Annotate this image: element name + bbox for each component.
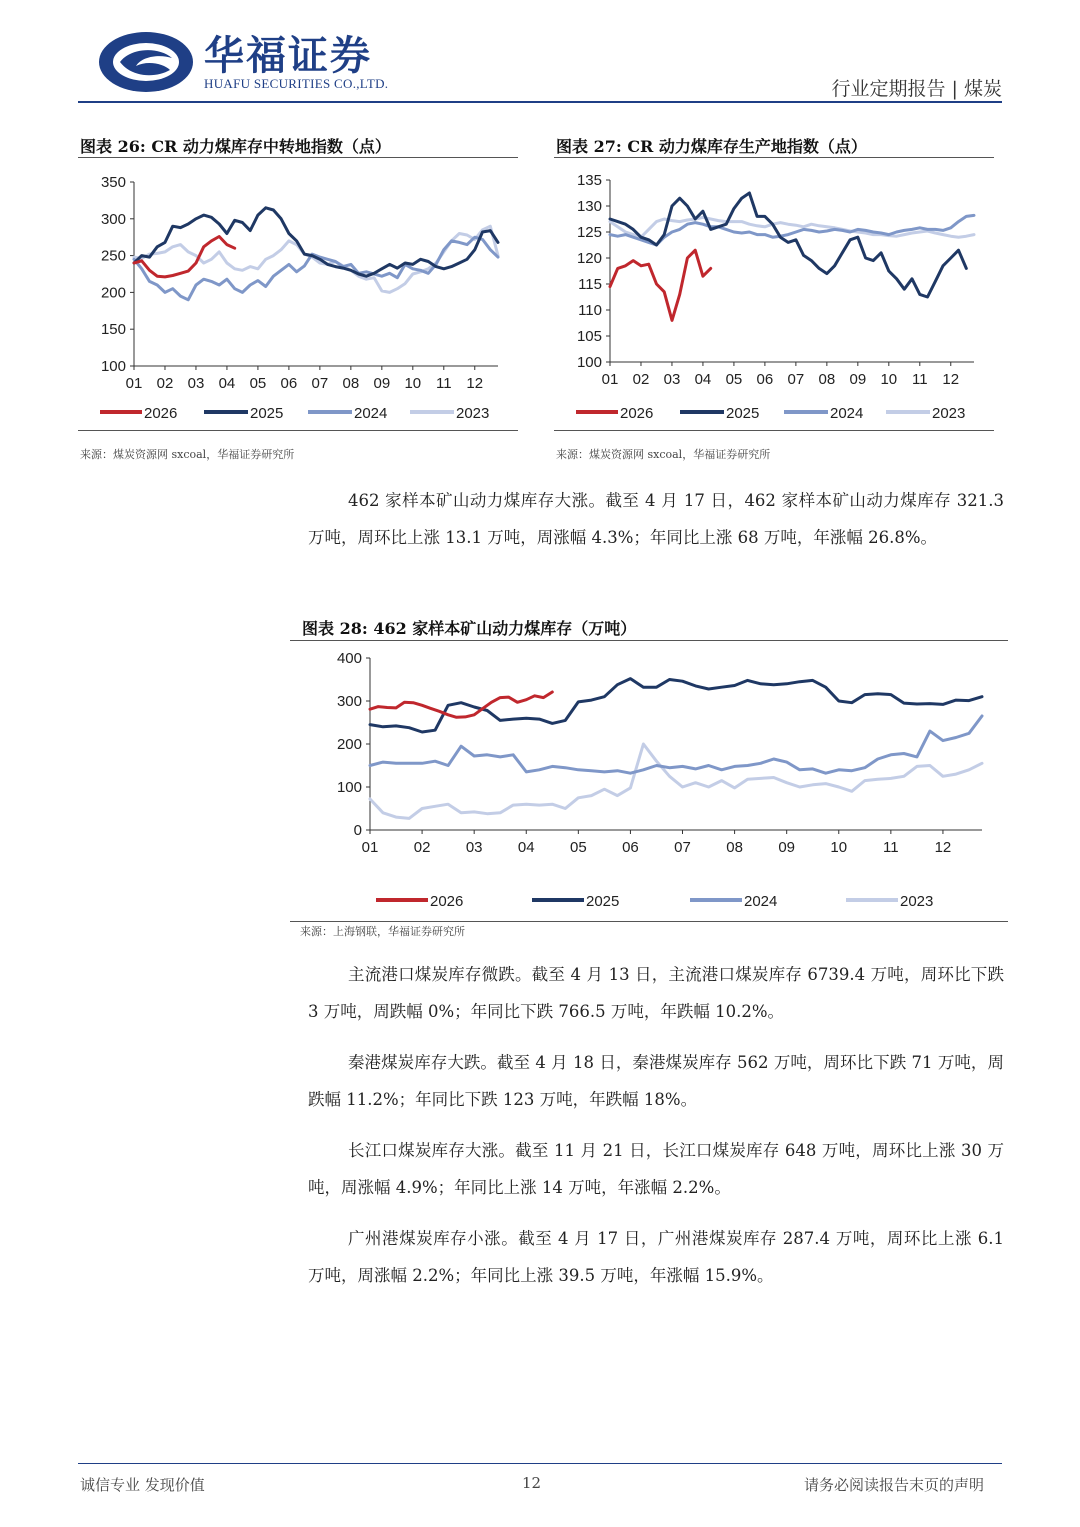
chart-bottom-divider bbox=[290, 921, 1008, 922]
x-tick-label: 08 bbox=[342, 375, 360, 392]
y-tick-label: 300 bbox=[100, 210, 126, 228]
chart-title-divider bbox=[78, 157, 518, 158]
x-tick-label: 08 bbox=[726, 839, 743, 856]
x-tick-label: 05 bbox=[249, 375, 267, 392]
chart-source: 来源：煤炭资源网 sxcoal，华福证券研究所 bbox=[556, 448, 771, 461]
y-tick-label: 100 bbox=[100, 358, 126, 375]
y-tick-label: 100 bbox=[336, 779, 362, 796]
x-tick-label: 06 bbox=[756, 371, 774, 388]
legend-label: 2026 bbox=[144, 405, 178, 422]
chart-cr-transit-index bbox=[78, 162, 518, 432]
legend-label: 2023 bbox=[932, 405, 966, 422]
series-line-2026 bbox=[610, 250, 711, 320]
y-tick-label: 115 bbox=[578, 276, 602, 293]
legend-label: 2025 bbox=[586, 893, 620, 910]
footer-disclaimer: 请务必阅读报告末页的声明 bbox=[803, 1476, 984, 1494]
x-tick-label: 11 bbox=[435, 375, 452, 392]
logo-emblem-icon bbox=[96, 28, 196, 96]
report-type-label: 行业定期报告 | 煤炭 bbox=[831, 78, 1002, 100]
x-tick-label: 02 bbox=[413, 839, 431, 856]
y-tick-label: 300 bbox=[336, 693, 362, 710]
x-tick-label: 06 bbox=[280, 375, 298, 392]
series-line-2024 bbox=[370, 716, 982, 773]
x-tick-label: 05 bbox=[725, 371, 743, 388]
legend-label: 2024 bbox=[830, 405, 864, 422]
footer-slogan: 诚信专业 发现价值 bbox=[80, 1476, 205, 1494]
paragraph-yangtze-port: 长江口煤炭库存大涨。截至 11 月 21 日，长江口煤炭库存 648 万吨，周环比上涨 30 万吨，周涨幅 4.9%；年同比上涨 14 万吨，年涨幅 2.2%。 bbox=[308, 1141, 1004, 1197]
paragraph-guangzhou-port: 广州港煤炭库存小涨。截至 4 月 17 日，广州港煤炭库存 287.4 万吨，周环比上涨 6.1 万吨，周涨幅 2.2%；年同比上涨 39.5 万吨，年涨幅 15.9%。 bbox=[308, 1229, 1004, 1285]
x-tick-label: 07 bbox=[674, 839, 691, 856]
paragraph-mine-inventory: 462 家样本矿山动力煤库存大涨。截至 4 月 17 日，462 家样本矿山动力煤库存 321.3 万吨，周环比上涨 13.1 万吨，周涨幅 4.3%；年同比上涨 68 万吨，年涨幅 26.8%。 bbox=[308, 491, 1004, 547]
chart-title-divider bbox=[554, 157, 994, 158]
paragraph-qinhuangdao-port: 秦港煤炭库存大跌。截至 4 月 18 日，秦港煤炭库存 562 万吨，周环比下跌 71 万吨，周跌幅 11.2%；年同比下跌 123 万吨，年跌幅 18%。 bbox=[308, 1053, 1004, 1109]
y-tick-label: 120 bbox=[576, 250, 602, 267]
x-tick-label: 04 bbox=[517, 839, 535, 856]
chart-bottom-divider bbox=[78, 430, 518, 431]
x-tick-label: 01 bbox=[125, 375, 143, 392]
x-tick-label: 09 bbox=[373, 375, 391, 392]
chart-bottom-divider bbox=[554, 430, 994, 431]
y-tick-label: 200 bbox=[336, 736, 362, 753]
chart-source: 来源：煤炭资源网 sxcoal，华福证券研究所 bbox=[80, 448, 295, 461]
y-tick-label: 125 bbox=[576, 224, 602, 241]
x-tick-label: 12 bbox=[942, 371, 960, 388]
y-tick-label: 150 bbox=[100, 321, 126, 339]
y-tick-label: 400 bbox=[336, 650, 362, 667]
x-tick-label: 10 bbox=[404, 375, 422, 392]
x-tick-label: 02 bbox=[156, 375, 174, 392]
series-line-2025 bbox=[134, 208, 498, 276]
chart-source: 来源：上海钢联，华福证券研究所 bbox=[300, 925, 465, 938]
x-tick-label: 10 bbox=[830, 839, 848, 856]
chart-title: 图表 26: CR 动力煤库存中转地指数（点） bbox=[80, 137, 391, 156]
legend-label: 2023 bbox=[900, 893, 934, 910]
y-tick-label: 350 bbox=[100, 174, 126, 191]
chart-462-mines-inventory bbox=[290, 644, 1008, 920]
y-tick-label: 135 bbox=[576, 172, 602, 189]
page-number: 12 bbox=[522, 1474, 542, 1492]
chart-cr-production-index bbox=[554, 162, 994, 432]
y-tick-label: 130 bbox=[576, 198, 602, 215]
x-tick-label: 11 bbox=[883, 839, 899, 856]
x-tick-label: 05 bbox=[569, 839, 587, 856]
company-logo bbox=[96, 28, 396, 96]
legend-label: 2026 bbox=[430, 893, 464, 910]
x-tick-label: 01 bbox=[601, 371, 619, 388]
legend-label: 2025 bbox=[726, 405, 760, 422]
x-tick-label: 12 bbox=[466, 375, 484, 392]
y-tick-label: 200 bbox=[100, 284, 126, 302]
y-tick-label: 250 bbox=[100, 247, 126, 265]
x-tick-label: 06 bbox=[622, 839, 639, 856]
x-tick-label: 08 bbox=[818, 371, 836, 388]
chart-title-divider bbox=[290, 640, 1008, 641]
x-tick-label: 09 bbox=[849, 371, 867, 388]
x-tick-label: 03 bbox=[663, 371, 681, 388]
logo-english-name: HUAFU SECURITIES CO.,LTD. bbox=[204, 76, 389, 91]
x-tick-label: 03 bbox=[187, 375, 205, 392]
x-tick-label: 02 bbox=[632, 371, 650, 388]
y-tick-label: 110 bbox=[578, 302, 602, 319]
chart-title: 图表 27: CR 动力煤库存生产地指数（点） bbox=[556, 137, 867, 156]
legend-label: 2026 bbox=[620, 405, 654, 422]
legend-label: 2024 bbox=[354, 405, 388, 422]
x-tick-label: 01 bbox=[361, 839, 379, 856]
chart-title: 图表 28: 462 家样本矿山动力煤库存（万吨） bbox=[302, 619, 637, 638]
x-tick-label: 04 bbox=[218, 375, 236, 392]
x-tick-label: 10 bbox=[880, 371, 898, 388]
x-tick-label: 09 bbox=[778, 839, 796, 856]
series-line-2026 bbox=[370, 692, 552, 717]
logo-chinese-name: 华福证券 bbox=[204, 33, 372, 79]
x-tick-label: 03 bbox=[465, 839, 483, 856]
x-tick-label: 04 bbox=[694, 371, 712, 388]
x-tick-label: 11 bbox=[911, 371, 928, 388]
series-line-2023 bbox=[134, 226, 498, 292]
legend-label: 2023 bbox=[456, 405, 490, 422]
y-tick-label: 0 bbox=[353, 822, 362, 839]
x-tick-label: 07 bbox=[787, 371, 805, 388]
legend-label: 2024 bbox=[744, 893, 778, 910]
x-tick-label: 07 bbox=[311, 375, 329, 392]
x-tick-label: 12 bbox=[934, 839, 952, 856]
footer-divider bbox=[78, 1463, 1002, 1464]
paragraph-main-ports: 主流港口煤炭库存微跌。截至 4 月 13 日，主流港口煤炭库存 6739.4 万吨，周环比下跌 3 万吨，周跌幅 0%；年同比下跌 766.5 万吨，年跌幅 10.2%。 bbox=[308, 965, 1004, 1021]
y-tick-label: 105 bbox=[576, 328, 602, 345]
header-divider bbox=[78, 101, 1002, 103]
legend-label: 2025 bbox=[250, 405, 284, 422]
series-line-2025 bbox=[370, 679, 982, 732]
series-line-2025 bbox=[610, 193, 966, 297]
y-tick-label: 100 bbox=[576, 354, 602, 371]
